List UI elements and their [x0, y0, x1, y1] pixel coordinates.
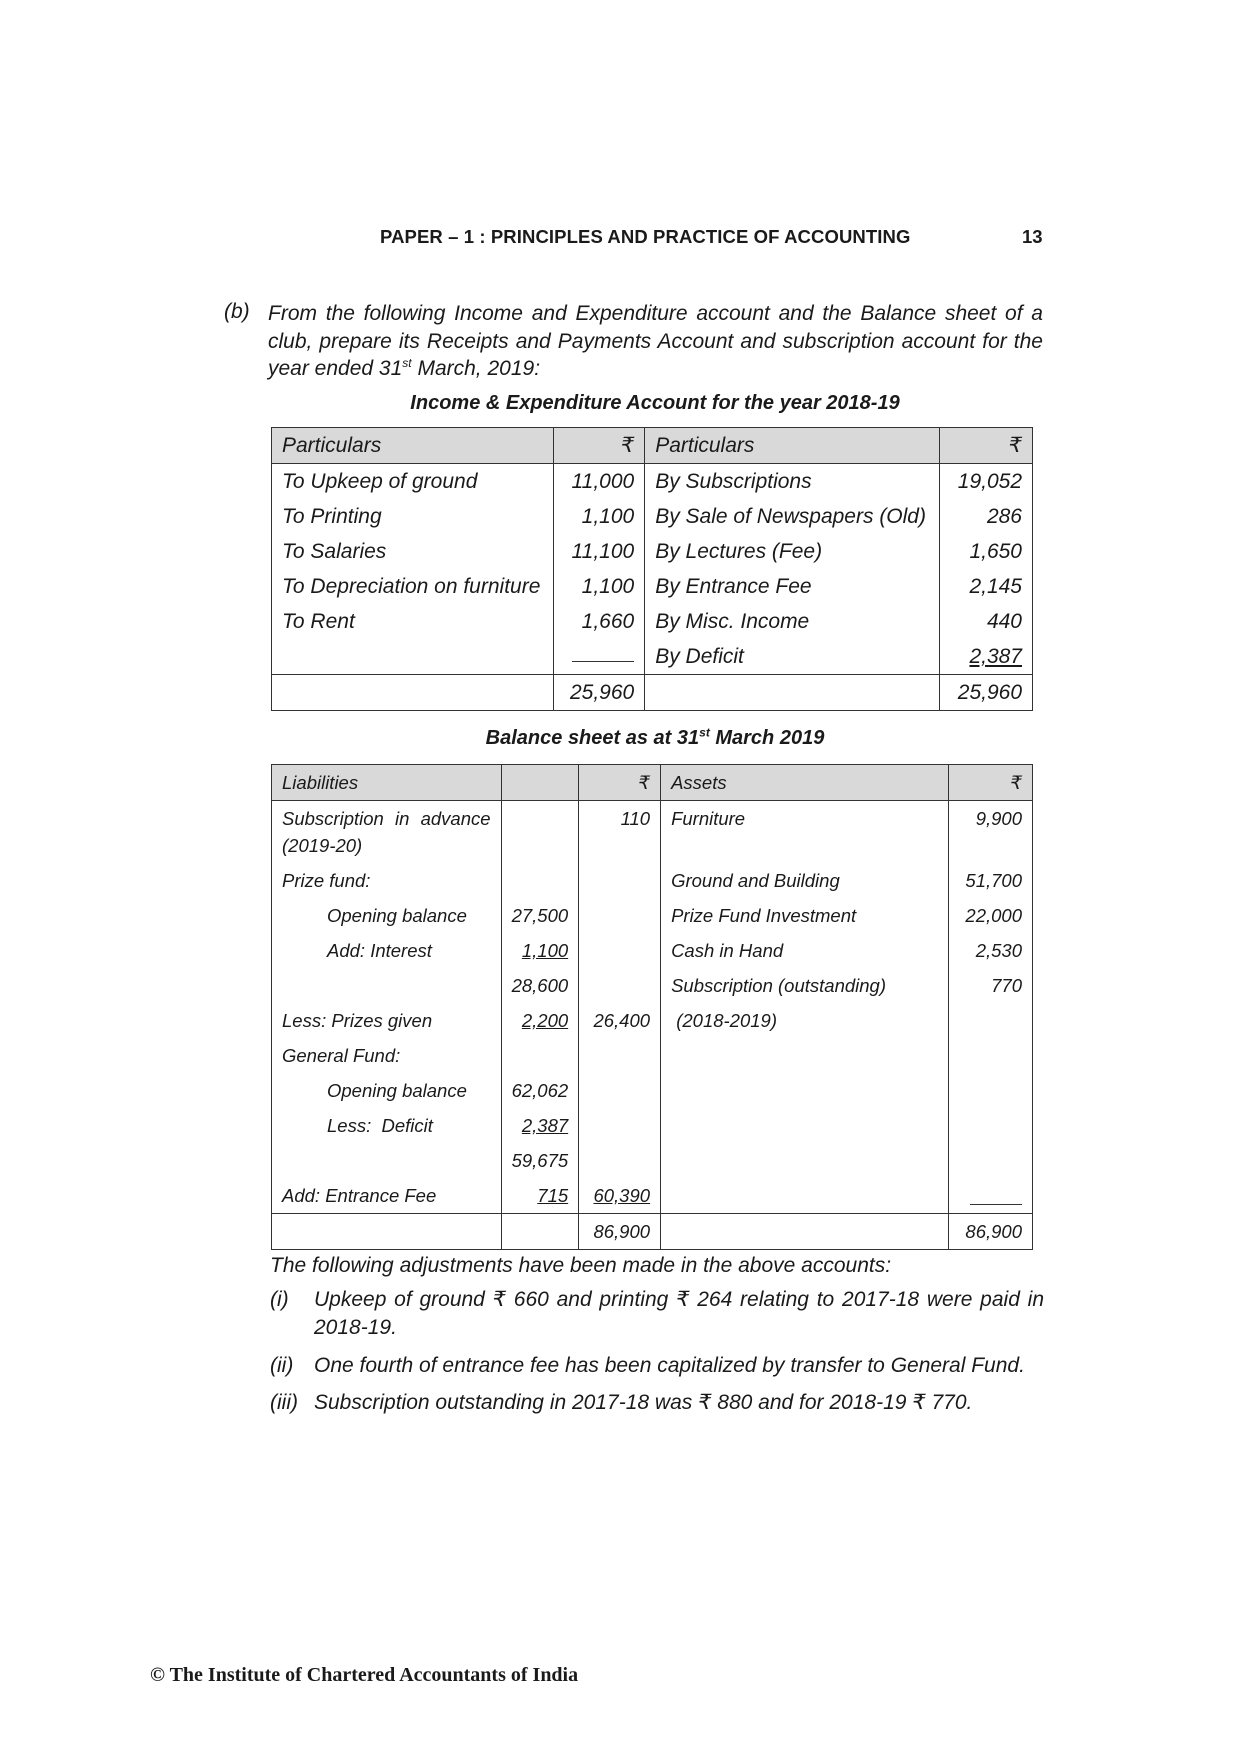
table-cell [949, 1178, 1033, 1214]
table-cell: Opening balance [272, 1073, 502, 1108]
underlined-value: 1,100 [521, 940, 569, 961]
adjustment-text: Subscription outstanding in 2017-18 was ₹ 880 and for 2018-19 ₹ 770. [314, 1391, 973, 1414]
table-row [272, 933, 1033, 968]
table-cell [501, 1003, 579, 1038]
table-cell [949, 1038, 1033, 1073]
table-row [272, 499, 1033, 534]
table-cell [272, 639, 554, 675]
table-cell [579, 1108, 661, 1143]
table-row [272, 1073, 1033, 1108]
bs-header-cell [501, 765, 579, 801]
table-cell [501, 1038, 579, 1073]
question-text-sup: st [402, 356, 412, 370]
table-cell: Add: Entrance Fee [272, 1178, 502, 1214]
bs-header-cell: ₹ [949, 765, 1033, 801]
table-cell: By Lectures (Fee) [645, 534, 940, 569]
table-cell: 28,600 [501, 968, 579, 1003]
table-cell: To Printing [272, 499, 554, 534]
underlined-value: 2,200 [521, 1010, 569, 1031]
table-cell: 59,675 [501, 1143, 579, 1178]
table-cell: Less: Deficit [272, 1108, 502, 1143]
table-cell: By Entrance Fee [645, 569, 940, 604]
bs-total-left: 86,900 [579, 1214, 661, 1250]
ie-total-right: 25,960 [940, 675, 1033, 711]
table-cell: To Salaries [272, 534, 554, 569]
table-cell [579, 1073, 661, 1108]
table-cell: By Subscriptions [645, 464, 940, 500]
bs-total-row [272, 1214, 1033, 1250]
table-cell: 1,100 [554, 569, 645, 604]
table-cell: 1,660 [554, 604, 645, 639]
table-cell: 62,062 [501, 1073, 579, 1108]
ie-header-cell: Particulars [272, 428, 554, 464]
table-cell [949, 1003, 1033, 1038]
table-row [272, 1143, 1033, 1178]
table-cell [501, 863, 579, 898]
bs-header-row [272, 765, 1033, 801]
table-cell: General Fund: [272, 1038, 502, 1073]
table-cell [661, 1143, 949, 1178]
adjustment-text: Upkeep of ground ₹ 660 and printing ₹ 264 relating to 2017-18 were paid in 2018-19. [314, 1288, 1044, 1339]
table-cell: 286 [940, 499, 1033, 534]
table-cell: Less: Prizes given [272, 1003, 502, 1038]
table-cell [645, 675, 940, 711]
table-cell: Prize Fund Investment [661, 898, 949, 933]
table-row [272, 801, 1033, 864]
bs-header-cell: Liabilities [272, 765, 502, 801]
bs-caption-end: March 2019 [709, 727, 825, 749]
table-row [272, 534, 1033, 569]
table-cell: 770 [949, 968, 1033, 1003]
underlined-value: 60,390 [593, 1185, 651, 1206]
table-cell [661, 1038, 949, 1073]
table-row [272, 1003, 1033, 1038]
table-cell [501, 801, 579, 864]
balance-sheet-table [271, 764, 1033, 1250]
table-cell [949, 1108, 1033, 1143]
table-cell: 9,900 [949, 801, 1033, 864]
table-cell: 51,700 [949, 863, 1033, 898]
blank-underline [970, 1178, 1022, 1205]
adjustment-number: (iii) [270, 1391, 298, 1414]
ie-header-cell: ₹ [940, 428, 1033, 464]
ie-header-cell: Particulars [645, 428, 940, 464]
table-cell: To Upkeep of ground [272, 464, 554, 500]
question-text-end: March, 2019: [411, 357, 541, 380]
table-cell: By Sale of Newspapers (Old) [645, 499, 940, 534]
bs-header-cell: ₹ [579, 765, 661, 801]
table-cell [949, 1143, 1033, 1178]
table-cell [554, 639, 645, 675]
table-cell [661, 1214, 949, 1250]
table-row [272, 968, 1033, 1003]
adjustment-item [270, 1286, 1043, 1346]
table-row [272, 1178, 1033, 1214]
ie-header-row [272, 428, 1033, 464]
table-cell: Add: Interest [272, 933, 502, 968]
ie-total-left: 25,960 [554, 675, 645, 711]
table-cell: 22,000 [949, 898, 1033, 933]
table-cell: 11,100 [554, 534, 645, 569]
table-cell [949, 1073, 1033, 1108]
table-cell: 11,000 [554, 464, 645, 500]
table-cell: Ground and Building [661, 863, 949, 898]
income-expenditure-table [271, 427, 1033, 711]
table-cell [272, 1143, 502, 1178]
table-cell: 2,145 [940, 569, 1033, 604]
table-row [272, 569, 1033, 604]
ie-total-row [272, 675, 1033, 711]
table-cell: 26,400 [579, 1003, 661, 1038]
adjustment-number: (ii) [270, 1354, 294, 1377]
table-cell [272, 675, 554, 711]
table-cell [661, 1073, 949, 1108]
table-cell [501, 1178, 579, 1214]
table-cell: To Rent [272, 604, 554, 639]
table-cell: Cash in Hand [661, 933, 949, 968]
table-row [272, 639, 1033, 675]
table-cell [272, 968, 502, 1003]
table-row [272, 1038, 1033, 1073]
adjustment-text: One fourth of entrance fee has been capitalized by transfer to General Fund. [314, 1354, 1025, 1377]
table-cell [272, 1214, 502, 1250]
table-cell [579, 898, 661, 933]
balance-sheet-caption [270, 727, 1040, 750]
bs-total-right: 86,900 [949, 1214, 1033, 1250]
table-cell [661, 1178, 949, 1214]
adjustments-intro: The following adjustments have been made in the above accounts: [270, 1254, 892, 1277]
footer-copyright: © The Institute of Chartered Accountants of India [150, 1664, 579, 1686]
table-cell [579, 1143, 661, 1178]
table-cell: Subscription in advance (2019-20) [272, 801, 502, 864]
table-cell: Prize fund: [272, 863, 502, 898]
table-cell: 440 [940, 604, 1033, 639]
blank-underline [572, 639, 634, 662]
table-cell: 19,052 [940, 464, 1033, 500]
table-cell: Opening balance [272, 898, 502, 933]
table-cell [579, 1178, 661, 1214]
deficit-value: 2,387 [969, 645, 1022, 668]
table-row [272, 898, 1033, 933]
table-row [272, 604, 1033, 639]
question-label: (b) [224, 300, 250, 323]
bs-caption-main: Balance sheet as at 31 [485, 727, 700, 749]
adjustment-item [270, 1389, 1043, 1419]
underlined-value: 715 [537, 1185, 569, 1206]
table-cell [579, 1038, 661, 1073]
table-cell [940, 639, 1033, 675]
table-cell: Furniture [661, 801, 949, 864]
table-cell: Subscription (outstanding) [661, 968, 949, 1003]
page-header-title: PAPER – 1 : PRINCIPLES AND PRACTICE OF ACCOUNTING [380, 226, 911, 247]
table-cell [501, 1214, 579, 1250]
table-cell: 27,500 [501, 898, 579, 933]
table-cell: 1,100 [554, 499, 645, 534]
table-cell [501, 1108, 579, 1143]
underlined-value: 2,387 [521, 1115, 569, 1136]
table-row [272, 863, 1033, 898]
bs-caption-sup: st [699, 725, 710, 740]
ie-account-caption: Income & Expenditure Account for the year 2018-19 [410, 392, 900, 414]
table-cell: 1,650 [940, 534, 1033, 569]
table-cell: By Misc. Income [645, 604, 940, 639]
table-cell: 110 [579, 801, 661, 864]
table-row [272, 1108, 1033, 1143]
adjustment-item [270, 1352, 1043, 1382]
table-cell [579, 933, 661, 968]
table-cell: To Depreciation on furniture [272, 569, 554, 604]
table-cell: 2,530 [949, 933, 1033, 968]
table-cell [501, 933, 579, 968]
table-cell [661, 1108, 949, 1143]
adjustment-number: (i) [270, 1288, 289, 1311]
bs-header-cell: Assets [661, 765, 949, 801]
table-cell [579, 863, 661, 898]
page-number: 13 [1022, 226, 1043, 247]
table-cell: (2018-2019) [661, 1003, 949, 1038]
table-row [272, 464, 1033, 500]
question-text-main: From the following Income and Expenditure account and the Balance sheet of a club, prepare its Receipts and Payments Account and subscription account for the year ended 31 [268, 302, 1043, 380]
table-cell [579, 968, 661, 1003]
question-text [268, 300, 1043, 383]
ie-header-cell: ₹ [554, 428, 645, 464]
table-cell: By Deficit [645, 639, 940, 675]
